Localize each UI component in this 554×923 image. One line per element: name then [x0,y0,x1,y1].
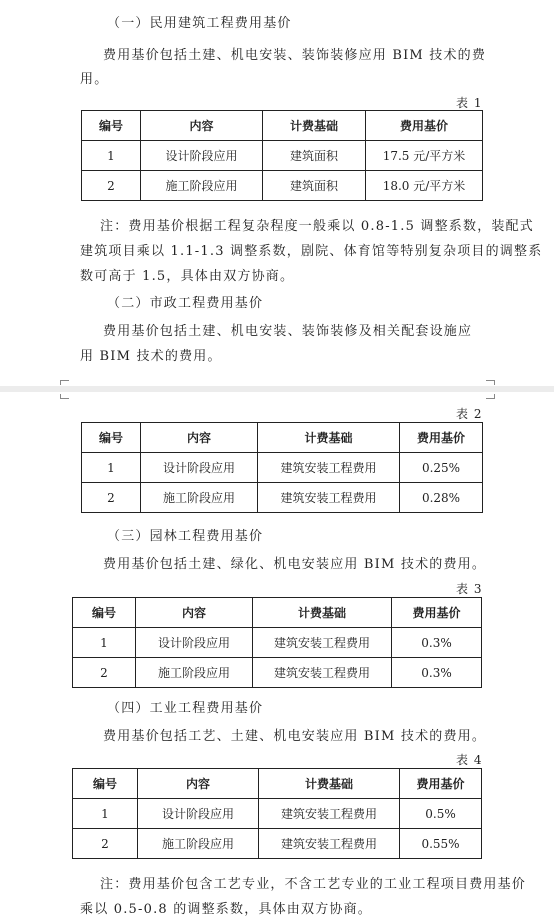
table-cell: 施工阶段应用 [141,483,258,513]
header-cell: 内容 [138,769,259,799]
table3 [72,597,482,688]
table-cell: 建筑面积 [263,141,366,171]
header-cell: 费用基价 [400,423,483,453]
table-cell: 2 [73,658,136,688]
page-corner-mark [60,380,69,385]
table-cell: 建筑安装工程费用 [253,658,392,688]
section4-heading: （四）工业工程费用基价 [107,701,264,716]
table-row [73,829,482,859]
table-cell: 17.5 元/平方米 [366,141,483,171]
section4-paragraph-line1: 费用基价包括工艺、土建、机电安装应用 BIM 技术的费用。 [103,729,487,744]
table-row [82,171,483,201]
section2-paragraph-line2: 用 BIM 技术的费用。 [80,349,222,364]
page-corner-mark [486,394,495,399]
section1-paragraph-line1: 费用基价包括土建、机电安装、装饰装修应用 BIM 技术的费 [103,48,487,63]
page-break [0,386,554,392]
header-cell: 编号 [82,423,141,453]
table-cell: 0.28% [400,483,483,513]
header-cell: 费用基价 [366,111,483,141]
table-cell: 建筑安装工程费用 [253,628,392,658]
table-cell: 2 [82,171,141,201]
page-corner-mark [486,380,495,385]
table-cell: 0.25% [400,453,483,483]
section1-note-line3: 数可高于 1.5，具体由双方协商。 [80,269,295,284]
section1-paragraph-line2: 用。 [80,72,109,87]
table-cell: 建筑安装工程费用 [258,453,400,483]
section2-heading: （二）市政工程费用基价 [107,296,264,311]
table-cell: 建筑安装工程费用 [259,799,400,829]
header-cell: 计费基础 [263,111,366,141]
table-row [73,799,482,829]
table-row [73,658,482,688]
table-cell: 设计阶段应用 [136,628,253,658]
table-row [82,453,483,483]
header-cell: 费用基价 [400,769,482,799]
table-row [82,141,483,171]
table-cell: 18.0 元/平方米 [366,171,483,201]
table2 [81,422,483,513]
table-cell: 施工阶段应用 [141,171,263,201]
table-cell: 0.55% [400,829,482,859]
table-row [82,483,483,513]
table-cell: 1 [82,453,141,483]
header-cell: 计费基础 [253,598,392,628]
table1 [81,110,483,201]
table-cell: 建筑面积 [263,171,366,201]
table-cell: 2 [73,829,138,859]
page-corner-mark [60,394,69,399]
header-cell: 内容 [136,598,253,628]
section1-note-line1: 注：费用基价根据工程复杂程度一般乘以 0.8-1.5 调整系数，装配式 [100,219,535,234]
table4-label: 表 4 [456,753,483,767]
header-cell: 计费基础 [258,423,400,453]
header-cell: 费用基价 [392,598,482,628]
table-cell: 施工阶段应用 [136,658,253,688]
table-header-row [73,598,482,628]
table-cell: 设计阶段应用 [141,141,263,171]
table-header-row [73,769,482,799]
section1-note-line2: 建筑项目乘以 1.1-1.3 调整系数，剧院、体育馆等特别复杂项目的调整系 [80,244,543,259]
table-cell: 0.3% [392,628,482,658]
table-cell: 2 [82,483,141,513]
header-cell: 编号 [82,111,141,141]
table-cell: 1 [73,628,136,658]
table-cell: 建筑安装工程费用 [258,483,400,513]
table-header-row [82,111,483,141]
header-cell: 计费基础 [259,769,400,799]
table-cell: 0.3% [392,658,482,688]
table-cell: 建筑安装工程费用 [259,829,400,859]
table-cell: 设计阶段应用 [138,799,259,829]
section2-paragraph-line1: 费用基价包括土建、机电安装、装饰装修及相关配套设施应 [103,324,473,339]
table-cell: 0.5% [400,799,482,829]
table-cell: 设计阶段应用 [141,453,258,483]
header-cell: 编号 [73,769,138,799]
table-header-row [82,423,483,453]
table3-label: 表 3 [456,582,483,596]
table2-label: 表 2 [456,407,483,421]
section3-paragraph-line1: 费用基价包括土建、绿化、机电安装应用 BIM 技术的费用。 [103,557,487,572]
section4-note-line1: 注：费用基价包含工艺专业，不含工艺专业的工业工程项目费用基价 [100,877,527,892]
table4 [72,768,482,859]
header-cell: 内容 [141,111,263,141]
section1-heading: （一）民用建筑工程费用基价 [107,16,292,31]
table1-label: 表 1 [456,96,483,110]
table-cell: 1 [82,141,141,171]
section4-note-line2: 乘以 0.5-0.8 的调整系数，具体由双方协商。 [80,902,373,917]
section3-heading: （三）园林工程费用基价 [107,529,264,544]
table-cell: 施工阶段应用 [138,829,259,859]
table-row [73,628,482,658]
header-cell: 编号 [73,598,136,628]
table-cell: 1 [73,799,138,829]
header-cell: 内容 [141,423,258,453]
